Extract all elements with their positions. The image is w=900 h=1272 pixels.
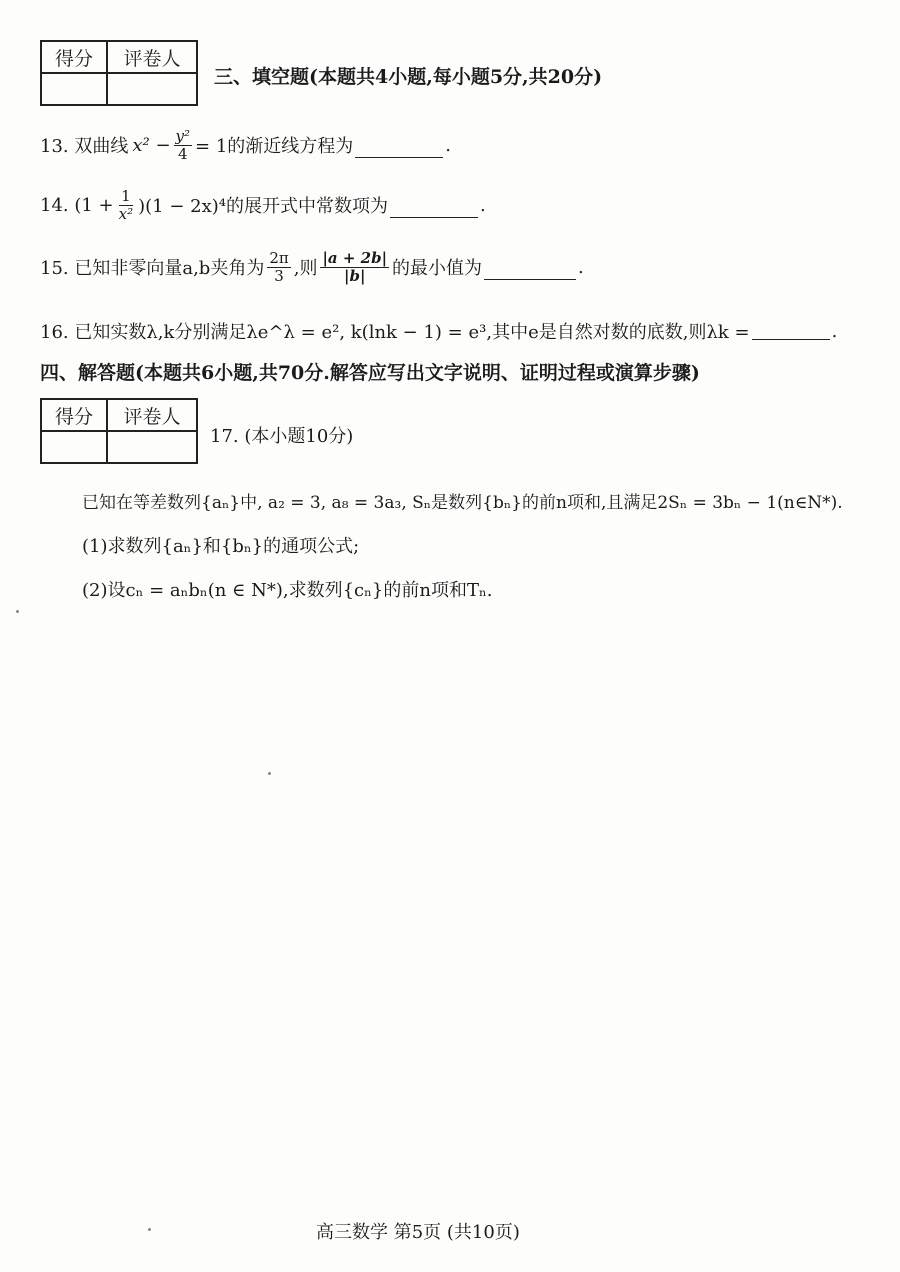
score-table-section3 xyxy=(40,40,198,106)
q14-prefix: 14. (1 + xyxy=(40,194,114,216)
q15-answer-blank[interactable] xyxy=(484,278,576,280)
grader-label: 评卷人 xyxy=(107,399,197,431)
q15-end: . xyxy=(578,256,584,278)
score-table-q17 xyxy=(40,398,198,464)
page-footer: 高三数学 第5页 (共10页) xyxy=(316,1222,520,1243)
q15-frac1-den: 3 xyxy=(274,266,284,285)
grader-cell xyxy=(107,73,197,105)
q15-frac1-num: 2π xyxy=(269,249,289,267)
q13-expr-right: = 1的渐近线方程为 xyxy=(195,136,354,157)
q14-fraction xyxy=(117,188,135,222)
q13-frac-den: 4 xyxy=(178,144,188,163)
section3-heading: 三、填空题(本题共4小题,每小题5分,共20分) xyxy=(214,66,603,88)
q17-title: 17. (本小题10分) xyxy=(210,426,354,447)
scan-speck xyxy=(148,1228,151,1231)
question-14 xyxy=(40,188,486,222)
scan-speck xyxy=(268,772,271,775)
q17-stem: 已知在等差数列{aₙ}中, a₂ = 3, a₈ = 3a₃, Sₙ是数列{bₙ}的前n项和,且满足2Sₙ = 3bₙ − 1(n∈N*). xyxy=(82,493,843,513)
question-16 xyxy=(40,318,837,344)
q15-fraction-ratio xyxy=(320,250,389,284)
q15-prefix: 15. 已知非零向量a,b夹角为 xyxy=(40,258,265,279)
section4-heading: 四、解答题(本题共6小题,共70分.解答应写出文字说明、证明过程或演算步骤) xyxy=(40,362,700,384)
question-15 xyxy=(40,250,584,284)
score-cell xyxy=(41,431,107,463)
score-label: 得分 xyxy=(41,399,107,431)
q14-answer-blank[interactable] xyxy=(390,216,478,218)
question-13 xyxy=(40,128,451,162)
q14-frac-num: 1 xyxy=(121,187,131,205)
q15-frac2-num: |a + 2b| xyxy=(322,249,388,267)
q14-expr: )(1 − 2x)⁴的展开式中常数项为 xyxy=(138,196,388,217)
q16-answer-blank[interactable] xyxy=(752,338,830,340)
q15-frac2-den: |b| xyxy=(344,266,366,285)
scan-speck xyxy=(16,610,19,613)
q16-text: 16. 已知实数λ,k分别满足λe^λ = e², k(lnk − 1) = e³,其中e是自然对数的底数,则λk = xyxy=(40,322,750,343)
grader-cell xyxy=(107,431,197,463)
q13-prefix: 13. 双曲线 xyxy=(40,136,129,157)
q15-fraction-angle xyxy=(267,250,290,284)
q15-suffix: 的最小值为 xyxy=(392,258,483,279)
q16-end: . xyxy=(831,320,838,342)
q17-part2: (2)设cₙ = aₙbₙ(n ∈ N*),求数列{cₙ}的前n项和Tₙ. xyxy=(82,580,493,601)
q15-mid: ,则 xyxy=(293,258,318,279)
q14-end: . xyxy=(480,194,486,216)
q17-part1: (1)求数列{aₙ}和{bₙ}的通项公式; xyxy=(82,536,360,557)
q13-answer-blank[interactable] xyxy=(355,156,443,158)
q13-expr-left: x² − xyxy=(132,134,171,156)
score-label: 得分 xyxy=(41,41,107,73)
score-cell xyxy=(41,73,107,105)
q14-frac-den: x² xyxy=(118,204,134,223)
q13-frac-num: y² xyxy=(175,127,191,145)
q13-end: . xyxy=(445,134,452,156)
q13-fraction xyxy=(174,128,193,162)
grader-label: 评卷人 xyxy=(107,41,197,73)
